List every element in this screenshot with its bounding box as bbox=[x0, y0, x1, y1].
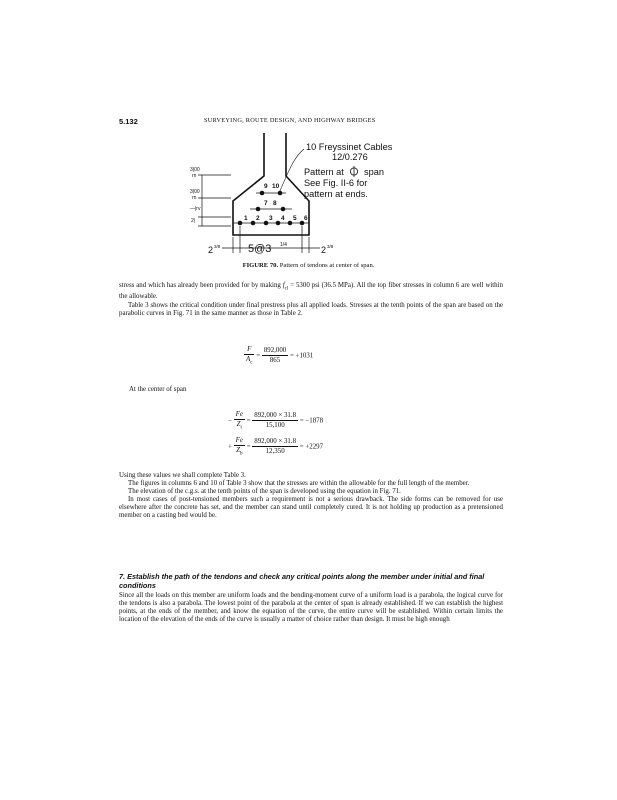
equation-bottom-fiber-stress: + $\frac{Fe}{Z_b}$ = $\frac{892,000 \times 31.8}{12,350}$ = +2297 bbox=[228, 437, 324, 457]
tendon-label: 9 bbox=[264, 183, 268, 190]
page-number: 5.132 bbox=[119, 117, 138, 126]
svg-text:—|rv: —|rv bbox=[190, 206, 201, 212]
callout-pattern-line1-span: span bbox=[364, 167, 384, 177]
section-heading-7: 7. Establish the path of the tendons and check any critical points along the member under initial and final conditions bbox=[119, 572, 485, 590]
body-text-block-2 bbox=[119, 472, 503, 521]
svg-text:1/4: 1/4 bbox=[280, 242, 287, 248]
tendon-label: 7 bbox=[264, 200, 268, 207]
tendon-5 bbox=[288, 221, 293, 226]
equation-axial-stress: $\frac{F}{A_c}$ = $\frac{892,000}{865}$ = +1031 bbox=[246, 346, 314, 366]
svg-text:3|00: 3|00 bbox=[190, 189, 200, 195]
paragraph-5: The elevation of the c.g.s. at the tenth points of the span is developed using the equation in Fig. 71. bbox=[128, 488, 401, 496]
svg-text:2|: 2| bbox=[191, 218, 196, 224]
tendon-label: 5 bbox=[293, 215, 297, 222]
svg-text:rn: rn bbox=[192, 173, 197, 179]
tendon-label: 2 bbox=[256, 215, 260, 222]
tendon-1 bbox=[238, 221, 243, 226]
svg-text:3|00: 3|00 bbox=[190, 167, 200, 173]
vertical-dimension-labels bbox=[190, 167, 201, 224]
svg-text:5@3: 5@3 bbox=[248, 243, 272, 255]
caption-text: Pattern of tendons at center of span. bbox=[279, 262, 375, 269]
svg-text:2: 2 bbox=[321, 245, 327, 255]
tendon-9 bbox=[260, 191, 265, 196]
tendon-7 bbox=[256, 207, 261, 212]
centerline-icon bbox=[350, 166, 357, 177]
tendon-pattern-drawing bbox=[178, 133, 428, 258]
cable-leader-line bbox=[279, 149, 304, 193]
cable-callout-text bbox=[304, 142, 393, 199]
equation-top-fiber-stress: − $\frac{Fe}{Z_t}$ = $\frac{892,000 \times 31.8}{15,100}$ = −1878 bbox=[228, 411, 324, 431]
figure-70-tendon-pattern bbox=[178, 133, 428, 258]
callout-pattern-line3: pattern at ends. bbox=[304, 189, 368, 199]
paragraph-6: In most cases of post-tensioned members such a requirement is not a serious drawback. The side forms can be removed for use elsewhere after the concrete has set, and the member can stand until completely cured. It is not holding up production as a pretensioned member on a casting bed would be. bbox=[119, 496, 503, 520]
svg-text:3/8: 3/8 bbox=[214, 244, 221, 249]
paragraph-4: The figures in columns 6 and 10 of Table 3 show that the stresses are within the allowable for the full length of the member. bbox=[128, 480, 470, 488]
paragraph-2: Table 3 shows the critical condition under final prestress plus all applied loads. Stresses at the tenth points of the span are based on the parabolic curves in Fig. 71 in the same manner as those in Table 2. bbox=[119, 301, 503, 317]
paragraph-7: Since all the loads on this member are uniform loads and the bending-moment curve of a uniform load is a parabola, the logical curve for the tendons is also a parabola. The lowest point of the parabola at the center of span is already established. If we can establish the highest points, at the ends of the member, and know the equation of the curve, the entire curve will be established. Within certain limits the location of the elevation of the ends of the curve is usually a matter of choice rather than design. It must be high enough bbox=[119, 592, 503, 624]
center-of-span-label: At the center of span bbox=[129, 386, 187, 393]
callout-cables-line2: 12/0.276 bbox=[332, 152, 368, 162]
tendon-label: 8 bbox=[273, 200, 277, 207]
vertical-dimension-lines bbox=[198, 175, 231, 226]
running-title: SURVEYING, ROUTE DESIGN, AND HIGHWAY BRIDGES bbox=[204, 117, 376, 124]
tendon-label: 6 bbox=[304, 215, 308, 222]
svg-text:2: 2 bbox=[208, 245, 214, 255]
figure-caption bbox=[0, 262, 617, 269]
callout-pattern-line1: Pattern at bbox=[304, 167, 344, 177]
paragraph-1: stress and which has already been provided for by making $f_{cl} = 5300$ psi (36.5 MPa). All the top fiber stresses in column 6 are well within the allowable. bbox=[119, 282, 503, 301]
spacing-dimension-label bbox=[208, 242, 334, 255]
page-header bbox=[119, 117, 501, 129]
tendon-label: 3 bbox=[269, 215, 273, 222]
tendon-2 bbox=[251, 221, 256, 226]
caption-label: FIGURE 70. bbox=[242, 262, 279, 269]
tendon-label: 10 bbox=[272, 183, 280, 190]
tendon-8 bbox=[281, 207, 286, 212]
tendon-3 bbox=[264, 221, 269, 226]
svg-text:rn: rn bbox=[192, 195, 197, 201]
callout-cables-line1: 10 Freyssinet Cables bbox=[306, 142, 393, 152]
paragraph-3: Using these values we shall complete Table 3. bbox=[119, 472, 246, 479]
svg-text:3/8: 3/8 bbox=[327, 244, 334, 249]
tendon-4 bbox=[276, 221, 281, 226]
body-text-block-3 bbox=[119, 592, 503, 624]
tendon-label: 1 bbox=[244, 215, 248, 222]
body-text-block-1 bbox=[119, 282, 503, 318]
tendon-label: 4 bbox=[281, 215, 285, 222]
callout-pattern-line2: See Fig. II-6 for bbox=[304, 178, 368, 188]
